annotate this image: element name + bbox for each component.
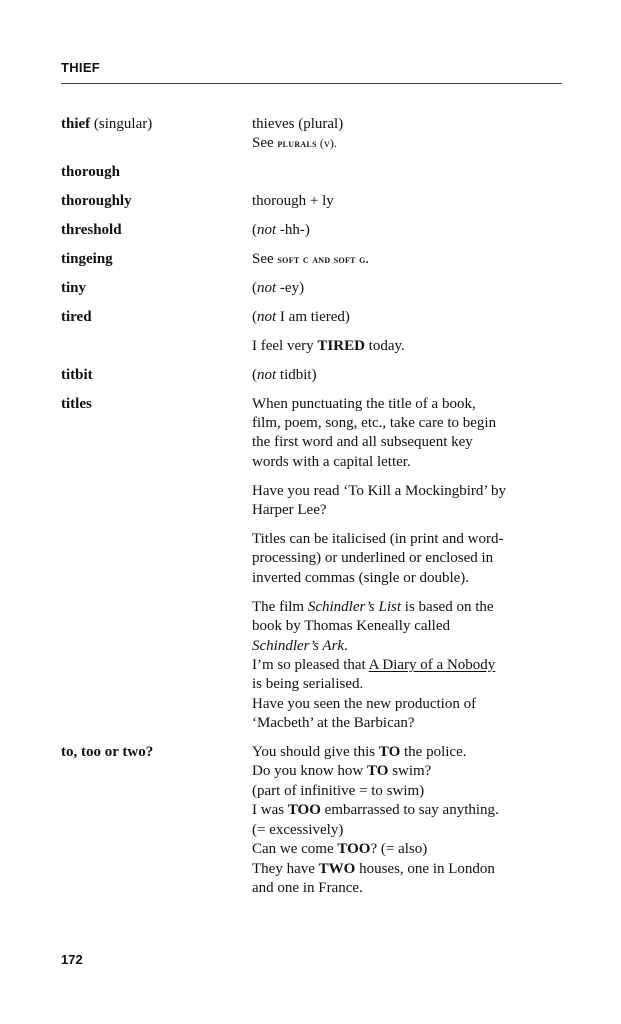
definition-text: swim? [388, 763, 432, 780]
emphasized-word: TWO [318, 860, 356, 877]
italic-title: Schindler’s List [307, 598, 402, 615]
entry-term [61, 163, 252, 182]
header-rule [61, 83, 562, 84]
definition-text: They have [252, 860, 319, 877]
emphasized-word: TOO [337, 841, 371, 858]
entry-term [61, 743, 252, 898]
definition-line: ‘Macbeth’ at the Barbican? [252, 715, 415, 732]
entry-term [61, 395, 252, 734]
example-sentence [252, 337, 561, 356]
definition-line: Harper Lee? [252, 502, 327, 519]
underlined-title: A Diary of a Nobody [368, 656, 496, 673]
headword: titles [61, 395, 92, 412]
entry-titbit [61, 366, 561, 385]
definition-text: ? (= also) [370, 841, 428, 858]
entry-definition [252, 366, 561, 385]
entry-to-too-two [61, 743, 561, 898]
definition-line: words with a capital letter. [252, 453, 411, 470]
definition-line: is being serialised. [252, 676, 364, 693]
entry-definition [252, 163, 561, 182]
emphasized-word: TOO [287, 802, 321, 819]
definition-line: inverted commas (single or double). [252, 569, 470, 586]
not-marker: not [257, 222, 277, 239]
emphasized-word: TIRED [317, 337, 365, 354]
definition-text: See [252, 135, 278, 152]
not-marker: not [257, 308, 277, 325]
definition-line: thieves (plural) [252, 116, 344, 132]
entry-definition [252, 743, 561, 898]
definition-text: The film [252, 598, 308, 615]
definition-paragraph: (not I am tiered) [252, 308, 350, 325]
definition-text: . [344, 637, 348, 654]
headword: tired [61, 308, 92, 325]
definition-text: Do you know how [252, 763, 367, 780]
entry-term [61, 221, 252, 240]
entry-titles [61, 395, 561, 734]
definition-paragraph: (not -hh-) [252, 222, 310, 239]
cross-reference-suffix: (v). [316, 136, 337, 151]
headword: thorough [61, 164, 120, 181]
dictionary-entries [61, 115, 561, 908]
entry-term [61, 192, 252, 211]
definition-text: You should give this [252, 744, 379, 761]
headword: titbit [61, 366, 93, 383]
entry-tired [61, 308, 561, 356]
definition-paragraph [252, 115, 561, 154]
not-marker: not [257, 279, 277, 296]
definition-line: Have you read ‘To Kill a Mockingbird’ by [252, 482, 507, 499]
definition-line: book by Thomas Keneally called [252, 618, 451, 635]
page-number: 172 [61, 952, 83, 967]
definition-line: When punctuating the title of a book, [252, 395, 476, 412]
definition-text: Can we come [252, 841, 338, 858]
term-note: (singular) [90, 116, 153, 132]
definition-line: (= excessively) [252, 821, 344, 838]
entry-thief [61, 115, 561, 154]
entry-term [61, 279, 252, 298]
definition-text: I’m so pleased that [252, 656, 369, 673]
definition-line: processing) or underlined or enclosed in [252, 550, 494, 567]
example-sentences [252, 743, 561, 898]
definition-paragraph: thorough + ly [252, 193, 334, 210]
entry-definition [252, 192, 561, 211]
entry-definition [252, 115, 561, 154]
definition-line: and one in France. [252, 879, 363, 896]
definition-line: (part of infinitive = to swim) [252, 782, 425, 799]
definition-text: the police. [400, 744, 467, 761]
definition-line: film, poem, song, etc., take care to begin [252, 414, 497, 431]
definition-text: -ey) [276, 279, 305, 296]
emphasized-word: TO [378, 744, 401, 761]
definition-paragraph [252, 395, 561, 473]
definition-paragraph [252, 530, 561, 588]
cross-reference: soft c and soft g. [277, 252, 369, 267]
entry-thorough [61, 163, 561, 182]
entry-thoroughly [61, 192, 561, 211]
definition-line: the first word and all subsequent key [252, 434, 473, 451]
headword: thoroughly [61, 193, 132, 210]
headword: to, too or two? [61, 744, 154, 761]
definition-paragraph [252, 250, 561, 269]
example-sentence [252, 482, 561, 521]
entry-term [61, 115, 252, 154]
entry-definition [252, 395, 561, 734]
definition-paragraph: (not tidbit) [252, 366, 317, 383]
entry-definition [252, 250, 561, 269]
definition-text: -hh-) [276, 222, 310, 239]
definition-paragraph: (not -ey) [252, 279, 305, 296]
entry-tingeing [61, 250, 561, 269]
definition-text: is based on the [401, 598, 494, 615]
entry-threshold [61, 221, 561, 240]
example-sentences [252, 598, 561, 734]
entry-term [61, 308, 252, 356]
headword: tiny [61, 279, 87, 296]
headword: tingeing [61, 251, 113, 268]
definition-line: Titles can be italicised (in print and word- [252, 531, 504, 547]
definition-text: tidbit) [276, 366, 317, 383]
emphasized-word: TO [367, 763, 389, 780]
definition-text: houses, one in London [355, 860, 495, 877]
entry-tiny [61, 279, 561, 298]
entry-definition [252, 308, 561, 356]
definition-line: Have you seen the new production of [252, 695, 477, 712]
definition-text: I am tiered) [276, 308, 350, 325]
italic-title: Schindler’s Ark [252, 637, 345, 654]
headword: thief [61, 116, 91, 132]
definition-text: See [252, 251, 278, 268]
not-marker: not [257, 366, 277, 383]
entry-definition [252, 221, 561, 240]
definition-text: today. [364, 337, 405, 354]
definition-text: embarrassed to say anything. [320, 802, 499, 819]
definition-text: I was [252, 802, 288, 819]
cross-reference: plurals [277, 136, 317, 151]
headword: threshold [61, 222, 122, 239]
running-head: THIEF [61, 60, 101, 75]
entry-term [61, 250, 252, 269]
definition-text: I feel very [252, 337, 318, 354]
entry-term [61, 366, 252, 385]
entry-definition [252, 279, 561, 298]
